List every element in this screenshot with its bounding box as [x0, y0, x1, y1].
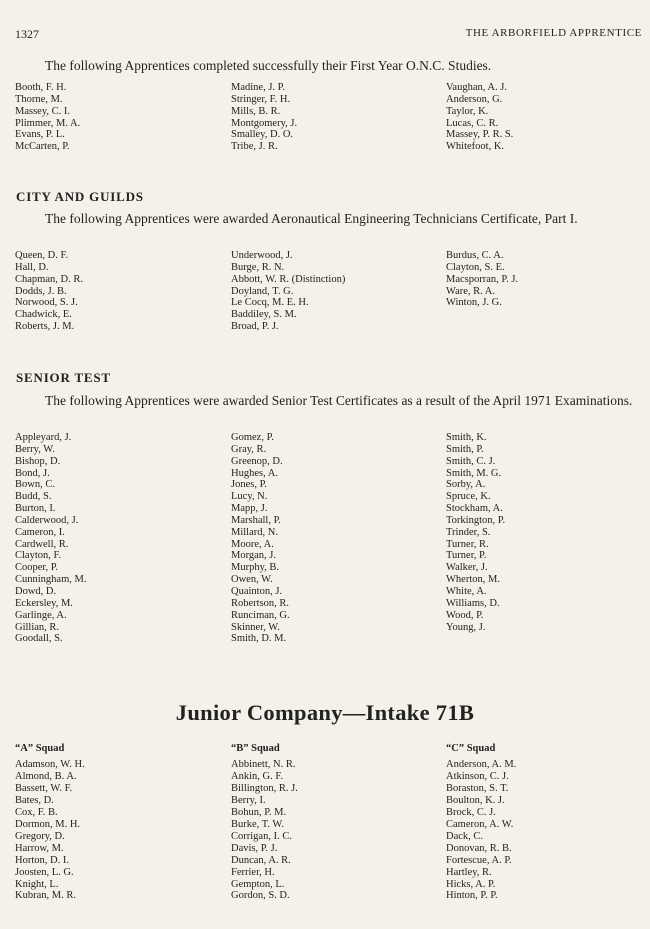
- name-entry: Corrigan, I. C.: [231, 830, 292, 842]
- name-entry: Bond, J.: [15, 467, 50, 479]
- name-entry: Calderwood, J.: [15, 514, 79, 526]
- name-entry: Hicks, A. P.: [446, 878, 496, 890]
- name-entry: Cunningham, M.: [15, 574, 87, 586]
- name-entry: Queen, D. F.: [15, 250, 69, 261]
- name-entry: Goodall, S.: [15, 633, 63, 645]
- name-entry: Adamson, W. H.: [15, 759, 85, 770]
- name-entry: Norwood, S. J.: [15, 297, 78, 309]
- junior-company-title: Junior Company—Intake 71B: [175, 700, 475, 725]
- name-entry: Smith, D. M.: [231, 633, 287, 645]
- squad-a-names: [15, 759, 85, 902]
- name-entry: Ankin, G. F.: [231, 770, 283, 782]
- name-entry: Young, J.: [446, 621, 486, 633]
- name-entry: Booth, F. H.: [15, 82, 67, 93]
- name-entry: Hartley, R.: [446, 866, 492, 878]
- name-entry: Madine, J. P.: [231, 82, 285, 93]
- name-entry: Mills, B. R.: [231, 105, 281, 117]
- name-entry: Spruce, K.: [446, 491, 491, 503]
- running-title: THE ARBORFIELD APPRENTICE: [465, 27, 642, 39]
- name-entry: Anderson, G.: [446, 93, 503, 105]
- city-guilds-heading: CITY AND GUILDS: [16, 189, 144, 204]
- name-entry: Appleyard, J.: [15, 432, 72, 443]
- city-guilds-column-3: [446, 250, 518, 309]
- name-entry: Gregory, D.: [15, 830, 65, 842]
- senior-test-heading: SENIOR TEST: [16, 370, 111, 385]
- name-entry: Trinder, S.: [446, 526, 491, 538]
- name-entry: Chadwick, E.: [15, 309, 72, 321]
- name-entry: Chapman, D. R.: [15, 273, 83, 285]
- name-entry: Almond, B. A.: [15, 770, 77, 782]
- name-entry: Horton, D. I.: [15, 854, 69, 866]
- name-entry: Mapp, J.: [231, 503, 268, 515]
- name-entry: Sorby, A.: [446, 479, 486, 491]
- name-entry: Knight, L.: [15, 878, 59, 890]
- name-entry: Boraston, S. T.: [446, 782, 509, 794]
- name-entry: Thorne, M.: [15, 93, 63, 105]
- name-entry: Gempton, L.: [231, 878, 285, 890]
- name-entry: Smith, P.: [446, 443, 484, 455]
- senior-test-column-3: [446, 432, 505, 633]
- name-entry: White, A.: [446, 585, 487, 597]
- page-header: [15, 27, 642, 41]
- name-entry: Boulton, K. J.: [446, 794, 505, 806]
- squad-b-label: “B” Squad: [231, 743, 280, 754]
- squad-c-label: “C” Squad: [446, 743, 496, 754]
- name-entry: Fortescue, A. P.: [446, 854, 512, 866]
- name-entry: Jones, P.: [231, 479, 267, 491]
- name-entry: Budd, S.: [15, 491, 52, 503]
- name-entry: Baddiley, S. M.: [231, 309, 297, 321]
- name-entry: Donovan, R. B.: [446, 842, 512, 854]
- name-entry: Davis, P. J.: [231, 842, 278, 854]
- name-entry: Macsporran, P. J.: [446, 273, 519, 285]
- name-entry: Williams, D.: [446, 597, 500, 609]
- name-entry: Moore, A.: [231, 538, 274, 550]
- name-entry: Cameron, A. W.: [446, 818, 514, 830]
- name-entry: Evans, P. L.: [15, 129, 65, 141]
- senior-test-column-2: [231, 432, 290, 645]
- name-entry: Morgan, J.: [231, 550, 277, 562]
- name-entry: Burge, R. N.: [231, 261, 285, 273]
- name-entry: Smalley, D. O.: [231, 129, 294, 141]
- name-entry: Brock, C. J.: [446, 806, 496, 818]
- name-entry: Massey, C. I.: [15, 105, 71, 117]
- name-entry: Cameron, I.: [15, 526, 65, 538]
- name-entry: Runciman, G.: [231, 609, 290, 621]
- name-entry: Cardwell, R.: [15, 538, 69, 550]
- name-entry: Gordon, S. D.: [231, 890, 290, 902]
- onc-column-3: [446, 82, 513, 153]
- name-entry: Torkington, P.: [446, 514, 506, 526]
- squad-a-label: “A” Squad: [15, 743, 65, 754]
- senior-test-intro: The following Apprentices were awarded Senior Test Certificates as a result of the April 1971 Examinations.: [45, 393, 633, 408]
- name-entry: Roberts, J. M.: [15, 321, 75, 333]
- name-entry: Bown, C.: [15, 479, 55, 491]
- name-entry: McCarten, P.: [15, 141, 70, 153]
- name-entry: Dowd, D.: [15, 585, 57, 597]
- name-entry: Berry, W.: [15, 443, 55, 455]
- name-entry: Hall, D.: [15, 261, 49, 273]
- name-entry: Cox, F. B.: [15, 806, 58, 818]
- name-entry: Cooper, P.: [15, 562, 59, 574]
- onc-intro: The following Apprentices completed successfully their First Year O.N.C. Studies.: [45, 58, 492, 73]
- name-entry: Bates, D.: [15, 794, 54, 806]
- name-entry: Doyland, T. G.: [231, 285, 294, 297]
- squad-c-names: [446, 759, 516, 902]
- onc-column-2: [231, 82, 297, 153]
- name-entry: Smith, M. G.: [446, 467, 502, 479]
- name-entry: Robertson, R.: [231, 597, 290, 609]
- name-entry: Whitefoot, K.: [446, 141, 505, 153]
- name-entry: Murphy, B.: [231, 562, 280, 574]
- name-entry: Clayton, S. E.: [446, 261, 505, 273]
- city-guilds-column-1: [15, 250, 83, 333]
- name-entry: Atkinson, C. J.: [446, 770, 509, 782]
- onc-column-1: [15, 82, 80, 153]
- name-entry: Gillian, R.: [15, 621, 60, 633]
- name-entry: Smith, C. J.: [446, 455, 496, 467]
- name-entry: Burke, T. W.: [231, 818, 284, 830]
- name-entry: Le Cocq, M. E. H.: [231, 297, 309, 309]
- name-entry: Millard, N.: [231, 526, 278, 538]
- name-entry: Hinton, P. P.: [446, 890, 498, 902]
- senior-test-column-1: [15, 432, 86, 645]
- name-entry: Winton, J. G.: [446, 297, 502, 309]
- name-entry: Abbott, W. R. (Distinction): [231, 273, 346, 285]
- name-entry: Harrow, M.: [15, 842, 64, 854]
- name-entry: Gomez, P.: [231, 432, 274, 443]
- name-entry: Bishop, D.: [15, 455, 61, 467]
- city-guilds-intro: The following Apprentices were awarded Aeronautical Engineering Technicians Certificate, Part I.: [45, 211, 578, 226]
- name-entry: Ware, R. A.: [446, 285, 496, 297]
- name-entry: Broad, P. J.: [231, 321, 279, 333]
- name-entry: Montgomery, J.: [231, 117, 298, 129]
- name-entry: Hughes, A.: [231, 467, 278, 479]
- name-entry: Berry, I.: [231, 794, 266, 806]
- name-entry: Ferrier, H.: [231, 866, 275, 878]
- name-entry: Stockham, A.: [446, 503, 503, 515]
- name-entry: Garlinge, A.: [15, 609, 67, 621]
- name-entry: Skinner, W.: [231, 621, 280, 633]
- name-entry: Walker, J.: [446, 562, 488, 574]
- name-entry: Bassett, W. F.: [15, 782, 73, 794]
- name-entry: Burdus, C. A.: [446, 250, 504, 261]
- name-entry: Billington, R. J.: [231, 782, 298, 794]
- name-entry: Duncan, A. R.: [231, 854, 291, 866]
- name-entry: Taylor, K.: [446, 105, 489, 117]
- city-guilds-column-2: [231, 250, 345, 333]
- name-entry: Turner, R.: [446, 538, 489, 550]
- name-entry: Anderson, A. M.: [446, 759, 517, 770]
- name-entry: Plimmer, M. A.: [15, 117, 81, 129]
- name-entry: Wood, P.: [446, 609, 484, 621]
- name-entry: Smith, K.: [446, 432, 487, 443]
- name-entry: Massey, P. R. S.: [446, 129, 514, 141]
- name-entry: Underwood, J.: [231, 250, 293, 261]
- name-entry: Burton, I.: [15, 503, 56, 515]
- name-entry: Dack, C.: [446, 830, 484, 842]
- name-entry: Dodds, J. B.: [15, 285, 67, 297]
- squad-b-names: [231, 759, 298, 902]
- name-entry: Tribe, J. R.: [231, 141, 278, 153]
- name-entry: Bohun, P. M.: [231, 806, 287, 818]
- name-entry: Greenop, D.: [231, 455, 283, 467]
- name-entry: Turner, P.: [446, 550, 487, 562]
- name-entry: Dormon, M. H.: [15, 818, 81, 830]
- name-entry: Quainton, J.: [231, 585, 283, 597]
- page-number: 1327: [15, 27, 39, 41]
- name-entry: Clayton, F.: [15, 550, 62, 562]
- name-entry: Abbinett, N. R.: [231, 759, 296, 770]
- name-entry: Stringer, F. H.: [231, 93, 291, 105]
- name-entry: Eckersley, M.: [15, 597, 73, 609]
- name-entry: Gray, R.: [231, 443, 267, 455]
- name-entry: Marshall, P.: [231, 514, 281, 526]
- name-entry: Joosten, L. G.: [15, 866, 74, 878]
- name-entry: Lucy, N.: [231, 491, 268, 503]
- name-entry: Wherton, M.: [446, 574, 500, 586]
- name-entry: Vaughan, A. J.: [446, 82, 507, 93]
- name-entry: Lucas, C. R.: [446, 117, 499, 129]
- name-entry: Owen, W.: [231, 574, 273, 586]
- name-entry: Kubran, M. R.: [15, 890, 76, 902]
